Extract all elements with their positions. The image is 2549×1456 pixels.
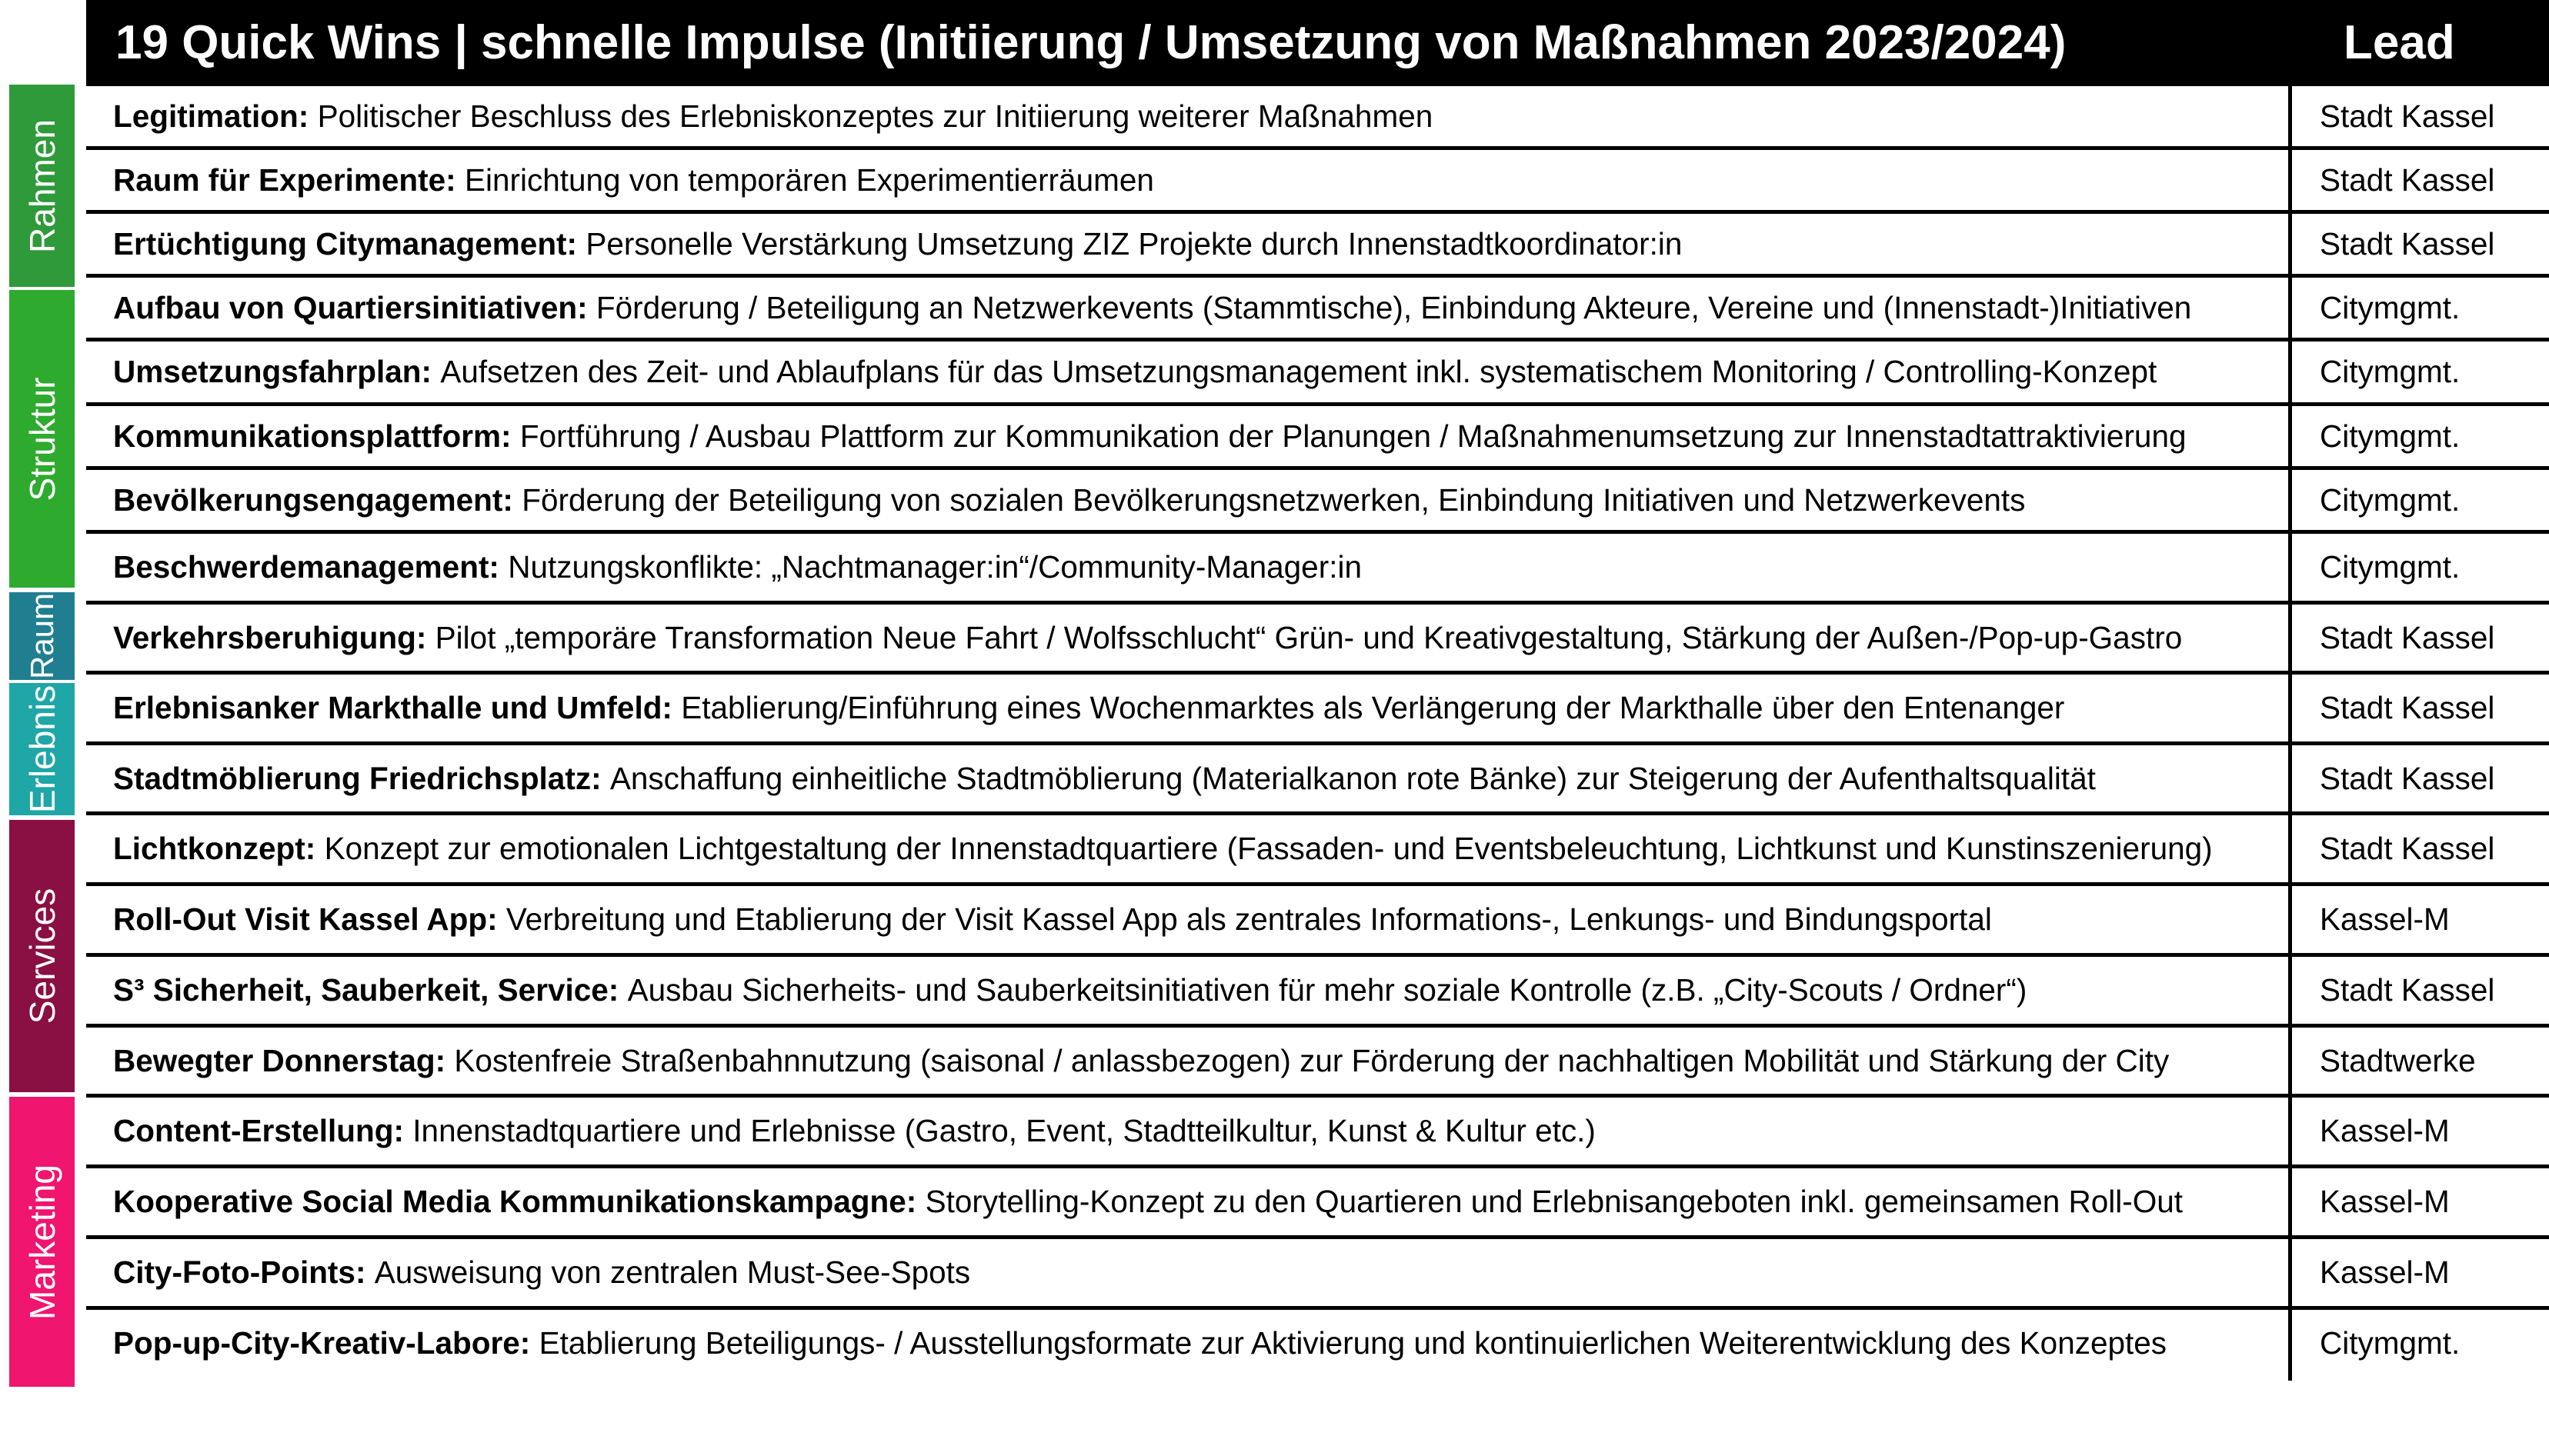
table-row xyxy=(86,406,2549,470)
table-row xyxy=(86,342,2549,406)
table-row xyxy=(86,1168,2549,1239)
measure-description: Verbreitung und Etablierung der Visit Kassel App als zentrales Informations-, Lenkungs- und Bindungsportal xyxy=(505,901,1992,937)
measure-description: Personelle Verstärkung Umsetzung ZIZ Projekte durch Innenstadtkoordinator:in xyxy=(586,225,1683,262)
measure-description: Aufsetzen des Zeit- und Ablaufplans für das Umsetzungsmanagement inkl. systematischem Monitoring / Controlling-Konzept xyxy=(440,354,2157,389)
measure-description: Ausweisung von zentralen Must-See-Spots xyxy=(374,1254,971,1290)
measure-description: Konzept zur emotionalen Lichtgestaltung der Innenstadtquartiere (Fassaden- und Eventsbeleuchtung, Lichtkunst und Kunstinszenierung) xyxy=(324,831,2213,866)
measure-description: Förderung / Beteiligung an Netzwerkevents (Stammtische), Einbindung Akteure, Vereine und (Innenstadt-)Initiativen xyxy=(596,289,2192,325)
measure-cell xyxy=(113,745,2275,811)
measure-cell xyxy=(113,342,2275,402)
table-row xyxy=(86,150,2549,214)
category-label: Marketing xyxy=(22,1164,62,1320)
measure-title: Ertüchtigung Citymanagement: xyxy=(113,225,578,262)
lead-cell: Kassel-M xyxy=(2320,1254,2450,1290)
table-row xyxy=(86,534,2549,605)
measure-description: Anschaffung einheitliche Stadtmöblierung (Materialkanon rote Bänke) zur Steigerung der Aufenthaltsqualität xyxy=(609,760,2096,796)
measure-cell xyxy=(113,815,2275,882)
category-marketing xyxy=(9,1097,75,1387)
measure-cell xyxy=(113,1168,2275,1235)
measure-title: Beschwerdemanagement: xyxy=(113,549,499,585)
measure-cell xyxy=(113,86,2275,146)
table-row xyxy=(86,1310,2549,1381)
table-row xyxy=(86,886,2549,957)
table-row xyxy=(86,745,2549,815)
measure-cell xyxy=(113,886,2275,953)
measure-description: Kostenfreie Straßenbahnnutzung (saisonal / anlassbezogen) zur Förderung der nachhaltigen Mobilität und Stärkung der City xyxy=(454,1042,2170,1078)
measure-cell xyxy=(113,1098,2275,1164)
table-row xyxy=(86,86,2549,150)
measure-title: Legitimation: xyxy=(113,98,309,134)
category-rahmen xyxy=(9,85,75,287)
measure-cell xyxy=(113,1028,2275,1094)
table-row xyxy=(86,675,2549,745)
table-row xyxy=(86,1098,2549,1168)
table-row xyxy=(86,1239,2549,1310)
measure-title: Raum für Experimente: xyxy=(113,162,456,198)
category-label: Rahmen xyxy=(22,118,62,253)
category-erlebnis xyxy=(9,683,75,815)
measure-title: Umsetzungsfahrplan: xyxy=(113,354,432,389)
category-label: Raum xyxy=(23,592,60,680)
measure-cell xyxy=(113,534,2275,601)
lead-cell: Citymgmt. xyxy=(2320,1325,2461,1361)
lead-cell: Citymgmt. xyxy=(2320,481,2461,518)
measure-title: Erlebnisanker Markthalle und Umfeld: xyxy=(113,690,672,725)
lead-cell: Citymgmt. xyxy=(2320,549,2461,585)
measure-description: Etablierung/Einführung eines Wochenmarktes als Verlängerung der Markthalle über den Entenanger xyxy=(681,690,2065,725)
lead-cell: Kassel-M xyxy=(2320,901,2450,937)
lead-cell: Stadt Kassel xyxy=(2320,98,2495,134)
lead-cell: Citymgmt. xyxy=(2320,354,2461,389)
category-label: Struktur xyxy=(22,376,62,501)
measure-cell xyxy=(113,605,2275,671)
lead-cell: Kassel-M xyxy=(2320,1184,2450,1219)
table-row xyxy=(86,1028,2549,1098)
table-row xyxy=(86,470,2549,534)
lead-cell: Stadt Kassel xyxy=(2320,225,2495,262)
measure-title: Kommunikationsplattform: xyxy=(113,418,512,454)
measure-title: Aufbau von Quartiersinitiativen: xyxy=(113,289,588,325)
measure-title: Kooperative Social Media Kommunikationskampagne: xyxy=(113,1184,917,1219)
measure-title: Lichtkonzept: xyxy=(113,831,316,866)
measure-description: Innenstadtquartiere und Erlebnisse (Gastro, Event, Stadtteilkultur, Kunst & Kultur etc.) xyxy=(412,1113,1596,1148)
table-row xyxy=(86,815,2549,886)
measure-description: Politischer Beschluss des Erlebniskonzeptes zur Initiierung weiterer Maßnahmen xyxy=(317,98,1433,134)
category-raum xyxy=(9,592,75,680)
measure-title: Content-Erstellung: xyxy=(113,1113,404,1148)
lead-cell: Stadt Kassel xyxy=(2320,619,2495,655)
table-row xyxy=(86,605,2549,675)
measure-description: Fortführung / Ausbau Plattform zur Kommunikation der Planungen / Maßnahmenumsetzung zur Innenstadtattraktivierung xyxy=(519,418,2187,454)
measure-title: S³ Sicherheit, Sauberkeit, Service: xyxy=(113,972,619,1008)
measure-description: Pilot „temporäre Transformation Neue Fahrt / Wolfsschlucht“ Grün- und Kreativgestaltung, Stärkung der Außen-/Pop-up-Gastro xyxy=(435,619,2183,655)
measure-title: Pop-up-City-Kreativ-Labore: xyxy=(113,1325,531,1361)
measure-title: Verkehrsberuhigung: xyxy=(113,619,427,655)
measure-cell xyxy=(113,150,2275,210)
lead-cell: Stadt Kassel xyxy=(2320,690,2495,725)
measure-description: Ausbau Sicherheits- und Sauberkeitsinitiativen für mehr soziale Kontrolle (z.B. „City-Scouts / Ordner“) xyxy=(627,972,2027,1008)
table-row xyxy=(86,278,2549,342)
measure-description: Etablierung Beteiligungs- / Ausstellungsformate zur Aktivierung und kontinuierlichen Weiterentwicklung des Konzeptes xyxy=(539,1325,2167,1361)
lead-cell: Stadtwerke xyxy=(2320,1042,2476,1078)
measure-cell xyxy=(113,406,2275,466)
table-row xyxy=(86,957,2549,1028)
measure-title: Bevölkerungsengagement: xyxy=(113,481,513,518)
lead-cell: Stadt Kassel xyxy=(2320,972,2495,1008)
measure-description: Förderung der Beteiligung von sozialen Bevölkerungsnetzwerken, Einbindung Initiativen und Netzwerkevents xyxy=(522,481,2026,518)
category-label: Erlebnis xyxy=(22,685,62,814)
category-label: Services xyxy=(22,888,62,1025)
measure-cell xyxy=(113,1310,2275,1377)
measure-title: Stadtmöblierung Friedrichsplatz: xyxy=(113,760,602,796)
table-header xyxy=(86,0,2549,86)
table-row xyxy=(86,214,2549,278)
measure-cell xyxy=(113,470,2275,530)
measure-cell xyxy=(113,278,2275,338)
lead-column-header: Lead xyxy=(2344,16,2455,69)
measure-title: Bewegter Donnerstag: xyxy=(113,1042,446,1078)
lead-cell: Stadt Kassel xyxy=(2320,760,2495,796)
lead-cell: Citymgmt. xyxy=(2320,418,2461,454)
measure-description: Einrichtung von temporären Experimentierräumen xyxy=(464,162,1154,198)
measure-description: Nutzungskonflikte: „Nachtmanager:in“/Community-Manager:in xyxy=(508,549,1362,585)
measure-title: Roll-Out Visit Kassel App: xyxy=(113,901,498,937)
measure-description: Storytelling-Konzept zu den Quartieren und Erlebnisangeboten inkl. gemeinsamen Roll-Out xyxy=(925,1184,2184,1219)
lead-cell: Stadt Kassel xyxy=(2320,831,2495,866)
category-services xyxy=(9,820,75,1092)
measure-cell xyxy=(113,1239,2275,1306)
table-title: 19 Quick Wins | schnelle Impulse (Initiierung / Umsetzung von Maßnahmen 2023/2024) xyxy=(115,16,2067,69)
measure-cell xyxy=(113,214,2275,274)
lead-cell: Citymgmt. xyxy=(2320,289,2461,325)
category-struktur xyxy=(9,290,75,588)
measure-cell xyxy=(113,675,2275,741)
measure-cell xyxy=(113,957,2275,1024)
measure-title: City-Foto-Points: xyxy=(113,1254,366,1290)
lead-cell: Kassel-M xyxy=(2320,1113,2450,1148)
lead-cell: Stadt Kassel xyxy=(2320,162,2495,198)
